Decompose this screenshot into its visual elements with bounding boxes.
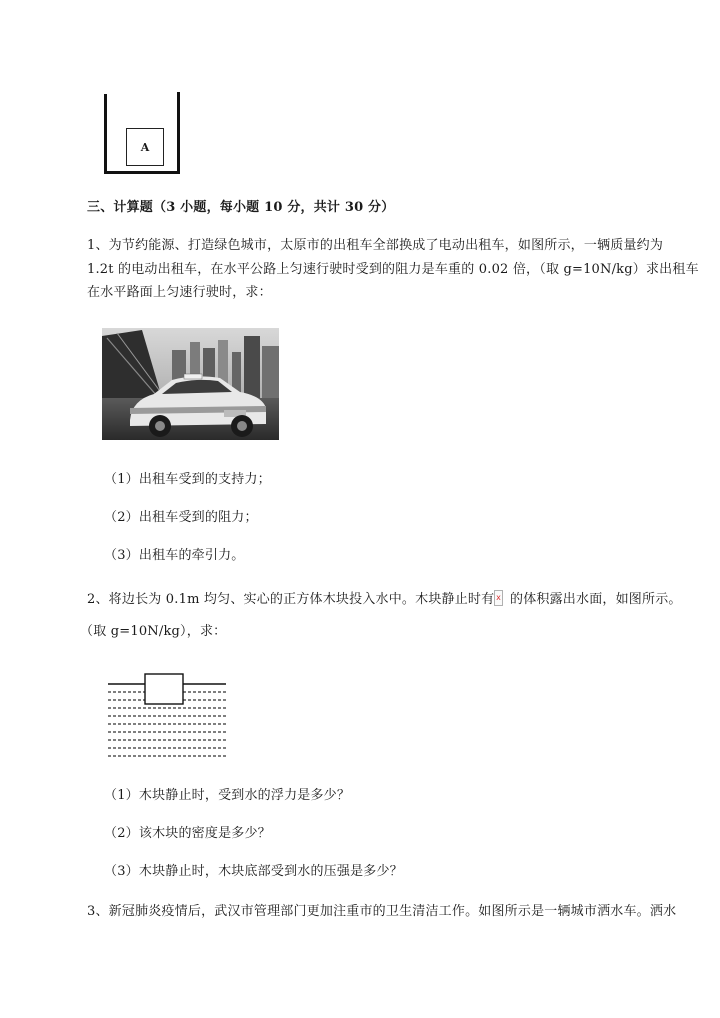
q1-sub-3: （3）出租车的牵引力。	[104, 548, 245, 563]
water-block-figure	[108, 672, 226, 764]
q2-sub-1: （1）木块静止时，受到水的浮力是多少？	[104, 788, 351, 803]
q2-line-2: （取 g=10N/kg），求：	[80, 624, 227, 639]
container-left-wall	[104, 94, 107, 174]
q2-line-1a: 2、将边长为 0.1m 均匀、实心的正方体木块投入水中。木块静止时有	[87, 592, 495, 607]
block-a-label: A	[140, 140, 150, 154]
q1-sub-1: （1）出租车受到的支持力；	[104, 472, 271, 487]
q2-sub-2: （2）该木块的密度是多少？	[104, 826, 271, 841]
block-a	[126, 128, 164, 166]
inline-image-glyph: x	[496, 593, 501, 602]
q2-sub-3: （3）木块静止时，木块底部受到水的压强是多少？	[104, 864, 403, 879]
q2-line-1b: 的体积露出水面，如图所示。	[510, 592, 682, 607]
broken-image-icon	[494, 590, 503, 606]
q1-sub-2: （2）出租车受到的阻力；	[104, 510, 258, 525]
q1-line-3: 在水平路面上匀速行驶时，求：	[87, 285, 272, 300]
taxi-photo-icon	[102, 328, 279, 440]
q3-line-1: 3、新冠肺炎疫情后，武汉市管理部门更加注重市的卫生清洁工作。如图所示是一辆城市洒水车。洒水	[87, 904, 677, 919]
q1-line-1: 1、为节约能源、打造绿色城市，太原市的出租车全部换成了电动出租车，如图所示，一辆质量约为	[87, 238, 664, 253]
container-right-wall	[177, 92, 180, 174]
container-bottom	[104, 171, 180, 174]
q1-line-2: 1.2t 的电动出租车，在水平公路上匀速行驶时受到的阻力是车重的 0.02 倍，（取 g=10N/kg）求出租车	[87, 262, 699, 277]
section-heading: 三、计算题（3 小题，每小题 10 分，共计 30 分）	[87, 200, 395, 215]
container-block-figure	[104, 92, 180, 174]
